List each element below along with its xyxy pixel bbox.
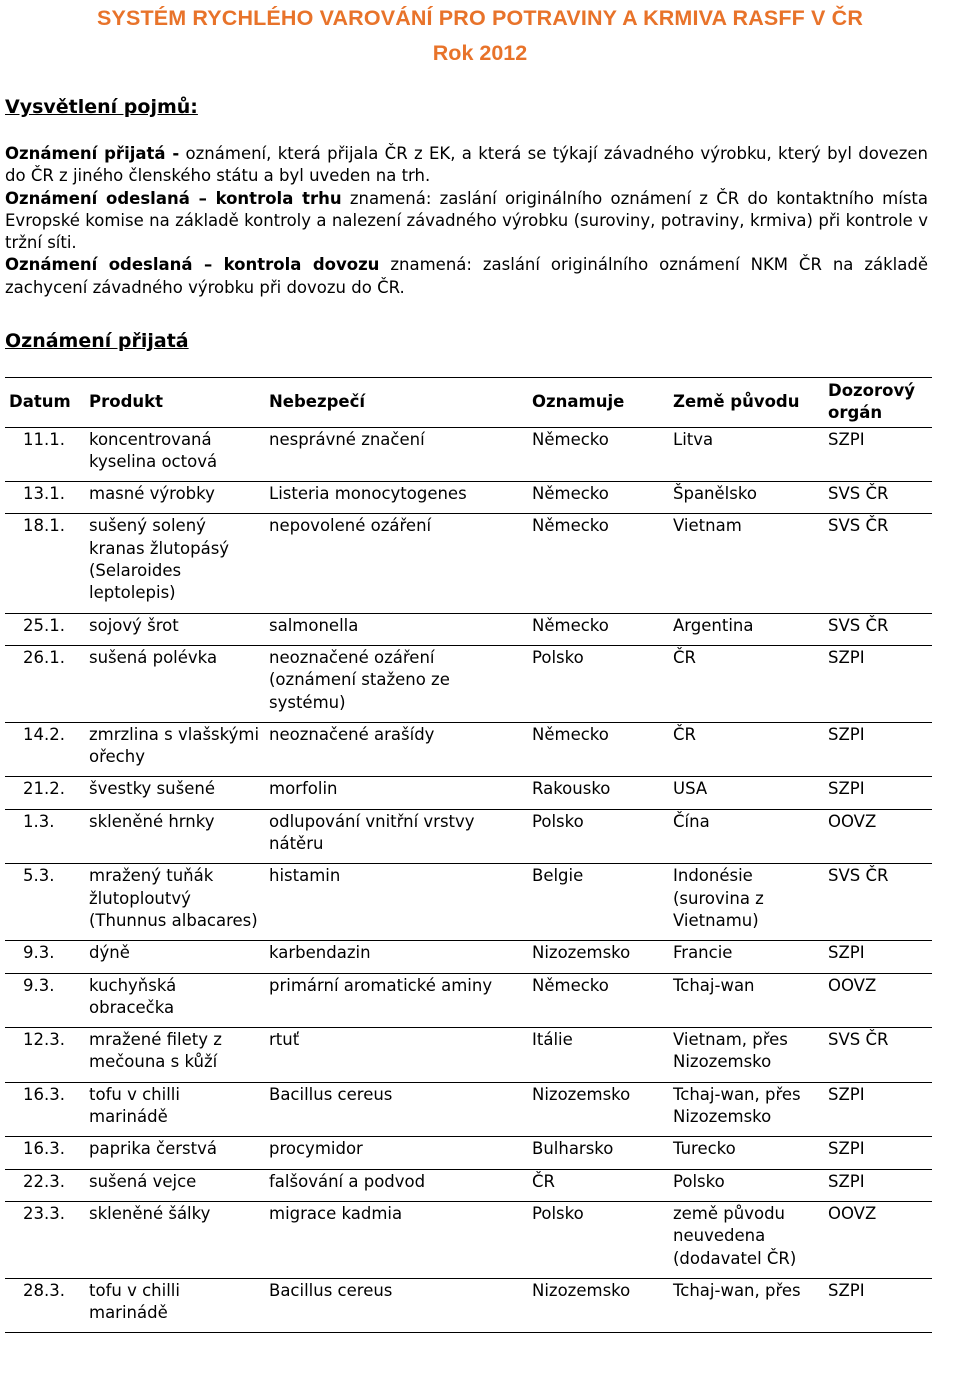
cell-date: 16.3.: [5, 1082, 85, 1137]
table-row: [5, 1201, 932, 1278]
table-row: [5, 809, 932, 864]
cell-product: sušená vejce: [85, 1169, 265, 1201]
cell-date: 9.3.: [5, 973, 85, 1028]
cell-hazard: procymidor: [265, 1137, 528, 1169]
cell-origin: Francie: [669, 941, 824, 973]
cell-notifier: Německo: [528, 514, 669, 613]
definitions-heading: Vysvětlení pojmů:: [5, 96, 198, 118]
definition-sent-market: [5, 188, 928, 255]
cell-hazard: Bacillus cereus: [265, 1278, 528, 1333]
column-header-origin: Země původu: [669, 378, 824, 428]
cell-origin: USA: [669, 777, 824, 809]
table-row: [5, 973, 932, 1028]
cell-date: 25.1.: [5, 613, 85, 645]
table-row: [5, 777, 932, 809]
table-row: [5, 645, 932, 722]
cell-notifier: Rakousko: [528, 777, 669, 809]
cell-notifier: Německo: [528, 613, 669, 645]
definition-text: oznámení, která přijala ČR z EK, a která se týkají závadného výrobku, který byl dovezen do ČR z jiného členského státu a byl uveden na trh.: [5, 144, 928, 186]
cell-authority: SZPI: [824, 645, 932, 722]
cell-date: 12.3.: [5, 1028, 85, 1083]
column-header-product: Produkt: [85, 378, 265, 428]
cell-origin: země původu neuvedena (dodavatel ČR): [669, 1201, 824, 1278]
cell-date: 28.3.: [5, 1278, 85, 1333]
column-header-hazard: Nebezpečí: [265, 378, 528, 428]
cell-origin: Indonésie (surovina z Vietnamu): [669, 864, 824, 941]
definition-received: [5, 143, 928, 188]
cell-authority: OOVZ: [824, 973, 932, 1028]
cell-notifier: Německo: [528, 482, 669, 514]
cell-origin: Litva: [669, 427, 824, 482]
table-row: [5, 722, 932, 777]
cell-hazard: nesprávné značení: [265, 427, 528, 482]
cell-notifier: Itálie: [528, 1028, 669, 1083]
table-row: [5, 427, 932, 482]
definition-text: znamená: zaslání originálního oznámení z ČR do kontaktního místa Evropské komise na základě kontroly a nalezení závadného výrobku (suroviny, potraviny, krmiva) při kontrole v tržní síti.: [5, 188, 928, 253]
cell-origin: Turecko: [669, 1137, 824, 1169]
definition-term: Oznámení přijatá -: [5, 144, 180, 163]
cell-authority: SZPI: [824, 427, 932, 482]
cell-authority: SVS ČR: [824, 864, 932, 941]
cell-origin: Vietnam: [669, 514, 824, 613]
cell-product: tofu v chilli marinádě: [85, 1278, 265, 1333]
cell-hazard: primární aromatické aminy: [265, 973, 528, 1028]
cell-hazard: morfolin: [265, 777, 528, 809]
cell-date: 23.3.: [5, 1201, 85, 1278]
cell-authority: OOVZ: [824, 809, 932, 864]
cell-authority: SZPI: [824, 1169, 932, 1201]
cell-authority: SZPI: [824, 722, 932, 777]
cell-product: skleněné šálky: [85, 1201, 265, 1278]
cell-origin: Čína: [669, 809, 824, 864]
cell-hazard: histamin: [265, 864, 528, 941]
cell-origin: Tchaj-wan, přes: [669, 1278, 824, 1333]
cell-hazard: odlupování vnitřní vrstvy nátěru: [265, 809, 528, 864]
cell-notifier: Polsko: [528, 645, 669, 722]
cell-notifier: Belgie: [528, 864, 669, 941]
definition-text: znamená: zaslání originálního oznámení NKM ČR na základě zachycení závadného výrobku při dovozu do ČR.: [5, 255, 928, 297]
cell-product: sušená polévka: [85, 645, 265, 722]
cell-product: zmrzlina s vlašskými ořechy: [85, 722, 265, 777]
cell-origin: Tchaj-wan, přes Nizozemsko: [669, 1082, 824, 1137]
column-header-date: Datum: [5, 378, 85, 428]
cell-hazard: nepovolené ozáření: [265, 514, 528, 613]
cell-product: masné výrobky: [85, 482, 265, 514]
cell-authority: SVS ČR: [824, 514, 932, 613]
cell-product: dýně: [85, 941, 265, 973]
cell-origin: ČR: [669, 645, 824, 722]
cell-product: sušený solený kranas žlutopásý (Selaroides leptolepis): [85, 514, 265, 613]
cell-product: švestky sušené: [85, 777, 265, 809]
definition-term: Oznámení odeslaná – kontrola dovozu: [5, 255, 380, 275]
cell-date: 21.2.: [5, 777, 85, 809]
cell-authority: SZPI: [824, 1137, 932, 1169]
table-row: [5, 514, 932, 613]
cell-origin: Vietnam, přes Nizozemsko: [669, 1028, 824, 1083]
definition-term: Oznámení odeslaná – kontrola trhu: [5, 188, 342, 208]
cell-notifier: Polsko: [528, 1201, 669, 1278]
cell-hazard: neoznačené ozáření (oznámení staženo ze systému): [265, 645, 528, 722]
cell-authority: SVS ČR: [824, 482, 932, 514]
cell-date: 1.3.: [5, 809, 85, 864]
notifications-table: [5, 377, 932, 1333]
cell-date: 13.1.: [5, 482, 85, 514]
cell-hazard: neoznačené arašídy: [265, 722, 528, 777]
cell-hazard: karbendazin: [265, 941, 528, 973]
document-year: Rok 2012: [432, 41, 528, 65]
cell-notifier: Nizozemsko: [528, 941, 669, 973]
cell-notifier: Nizozemsko: [528, 1278, 669, 1333]
cell-hazard: rtuť: [265, 1028, 528, 1083]
cell-origin: Tchaj-wan: [669, 973, 824, 1028]
column-header-notifier: Oznamuje: [528, 378, 669, 428]
section-title: Oznámení přijatá: [5, 330, 189, 352]
cell-hazard: falšování a podvod: [265, 1169, 528, 1201]
table-header-row: [5, 378, 932, 428]
table-row: [5, 941, 932, 973]
cell-notifier: Nizozemsko: [528, 1082, 669, 1137]
cell-product: skleněné hrnky: [85, 809, 265, 864]
cell-date: 14.2.: [5, 722, 85, 777]
cell-notifier: ČR: [528, 1169, 669, 1201]
cell-product: koncentrovaná kyselina octová: [85, 427, 265, 482]
cell-notifier: Německo: [528, 973, 669, 1028]
cell-notifier: Německo: [528, 427, 669, 482]
cell-date: 5.3.: [5, 864, 85, 941]
cell-date: 18.1.: [5, 514, 85, 613]
cell-origin: Španělsko: [669, 482, 824, 514]
column-header-authority: Dozorový orgán: [824, 378, 932, 428]
table-body: [5, 427, 932, 1333]
table-row: [5, 1169, 932, 1201]
cell-authority: SZPI: [824, 1082, 932, 1137]
cell-notifier: Bulharsko: [528, 1137, 669, 1169]
cell-product: tofu v chilli marinádě: [85, 1082, 265, 1137]
definitions-list: [5, 143, 928, 299]
table-row: [5, 1082, 932, 1137]
cell-product: paprika čerstvá: [85, 1137, 265, 1169]
cell-product: mražený tuňák žlutoploutvý (Thunnus albacares): [85, 864, 265, 941]
cell-date: 9.3.: [5, 941, 85, 973]
table-row: [5, 613, 932, 645]
table-row: [5, 1028, 932, 1083]
cell-origin: ČR: [669, 722, 824, 777]
cell-authority: OOVZ: [824, 1201, 932, 1278]
document-title: SYSTÉM RYCHLÉHO VAROVÁNÍ PRO POTRAVINY A KRMIVA RASFF V ČR: [96, 6, 864, 30]
cell-hazard: migrace kadmia: [265, 1201, 528, 1278]
cell-product: sojový šrot: [85, 613, 265, 645]
table-row: [5, 1278, 932, 1333]
cell-notifier: Německo: [528, 722, 669, 777]
cell-date: 11.1.: [5, 427, 85, 482]
cell-authority: SZPI: [824, 777, 932, 809]
cell-notifier: Polsko: [528, 809, 669, 864]
cell-date: 22.3.: [5, 1169, 85, 1201]
cell-authority: SZPI: [824, 1278, 932, 1333]
cell-hazard: Bacillus cereus: [265, 1082, 528, 1137]
table-row: [5, 1137, 932, 1169]
cell-product: kuchyňská obracečka: [85, 973, 265, 1028]
cell-authority: SVS ČR: [824, 613, 932, 645]
cell-hazard: Listeria monocytogenes: [265, 482, 528, 514]
cell-date: 26.1.: [5, 645, 85, 722]
table-row: [5, 864, 932, 941]
cell-origin: Polsko: [669, 1169, 824, 1201]
cell-date: 16.3.: [5, 1137, 85, 1169]
table-row: [5, 482, 932, 514]
cell-product: mražené filety z mečouna s kůží: [85, 1028, 265, 1083]
definition-sent-import: [5, 254, 928, 299]
cell-origin: Argentina: [669, 613, 824, 645]
cell-authority: SZPI: [824, 941, 932, 973]
cell-authority: SVS ČR: [824, 1028, 932, 1083]
cell-hazard: salmonella: [265, 613, 528, 645]
